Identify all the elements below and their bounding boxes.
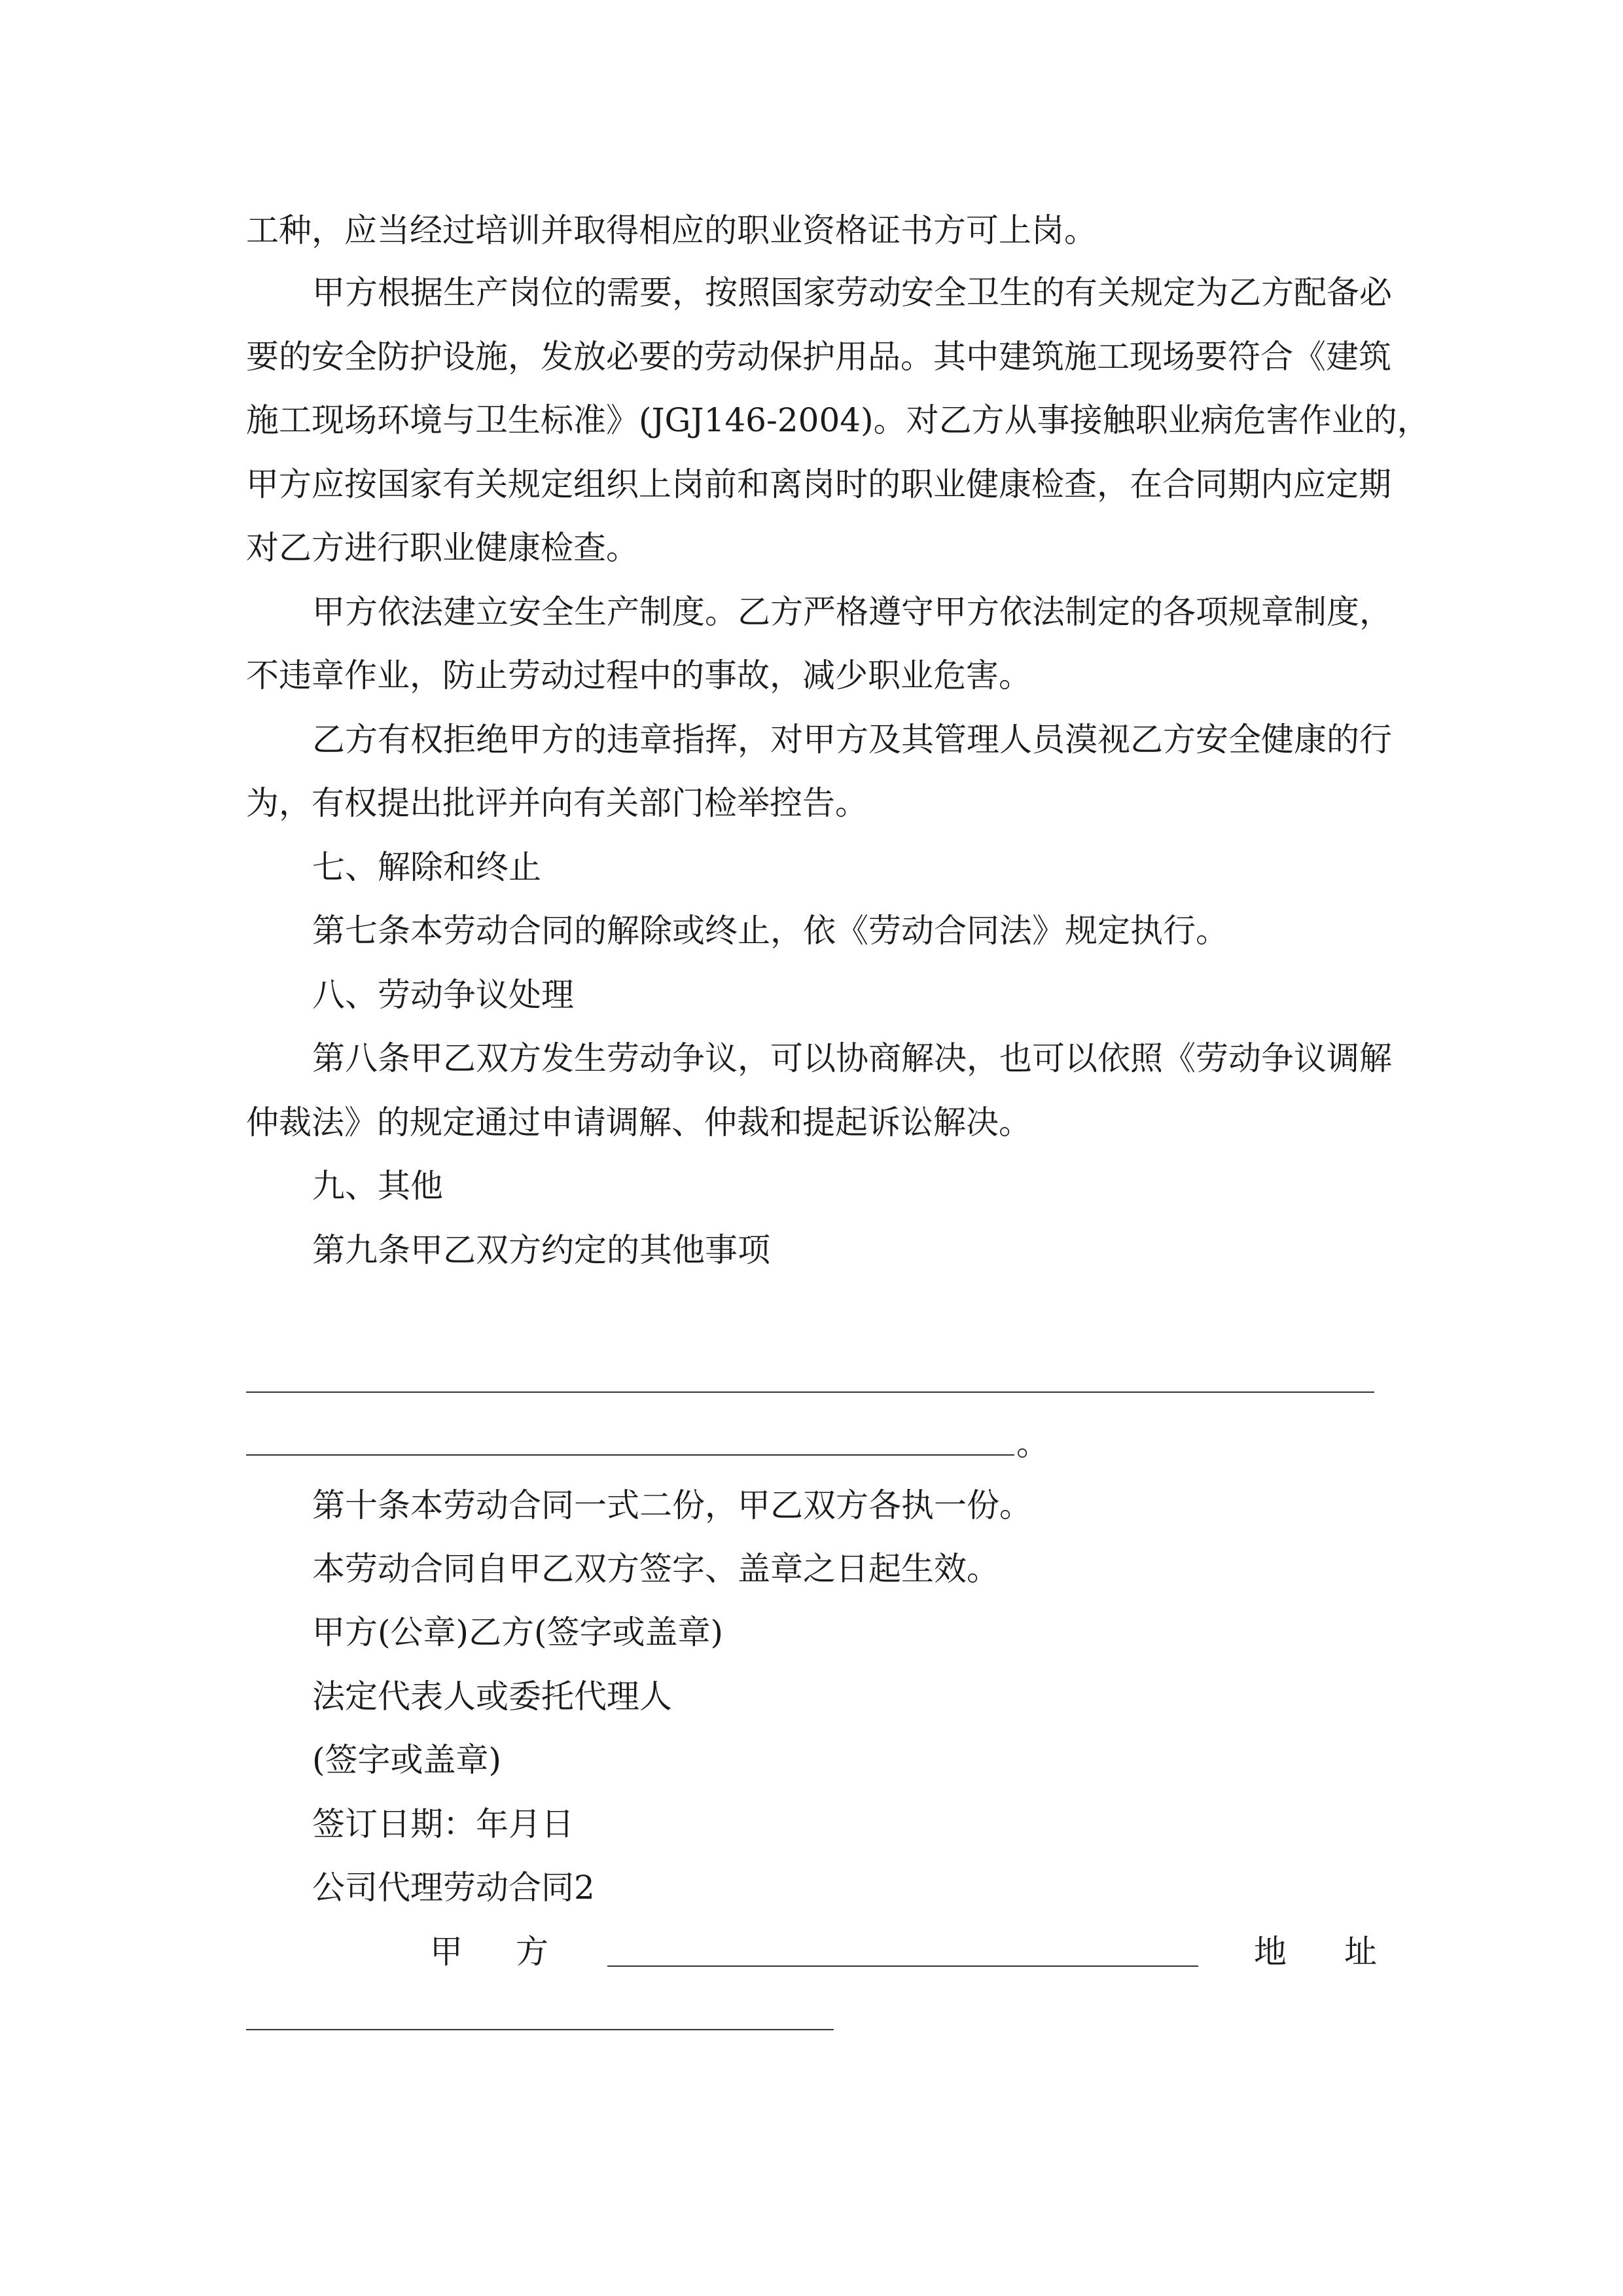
- text-line: 第八条甲乙双方发生劳动争议，可以协商解决，也可以依照《劳动争议调解: [312, 1039, 1392, 1077]
- text-line: 甲方依法建立安全生产制度。乙方严格遵守甲方依法制定的各项规章制度，: [312, 593, 1392, 631]
- text-line: 甲方应按国家有关规定组织上岗前和离岗时的职业健康检查，在合同期内应定期: [246, 465, 1391, 503]
- text-line: 工种，应当经过培训并取得相应的职业资格证书方可上岗。: [246, 211, 1097, 249]
- party-name-fill-line: [607, 1965, 1198, 1967]
- period-mark: 。: [1016, 1425, 1049, 1463]
- text-line: 不违章作业，防止劳动过程中的事故，减少职业危害。: [246, 656, 1031, 694]
- document-subtitle: 公司代理劳动合同2: [312, 1869, 595, 1907]
- text-line: (签字或盖章): [312, 1741, 502, 1779]
- text-line: 要的安全防护设施，发放必要的劳动保护用品。其中建筑施工现场要符合《建筑: [246, 338, 1391, 376]
- text-line: 为，有权提出批评并向有关部门检举控告。: [246, 784, 868, 822]
- section-heading: 八、劳动争议处理: [312, 976, 574, 1014]
- fill-in-line: [246, 1391, 1374, 1393]
- text-line: 甲方根据生产岗位的需要，按照国家劳动安全卫生的有关规定为乙方配备必: [312, 274, 1392, 312]
- text-line: 仲裁法》的规定通过申请调解、仲裁和提起诉讼解决。: [246, 1103, 1031, 1141]
- text-line: 第九条甲乙双方约定的其他事项: [312, 1231, 770, 1269]
- date-line: 签订日期：年月日: [312, 1805, 574, 1843]
- party-fang-label: 方: [516, 1933, 548, 1971]
- text-line: 施工现场环境与卫生标准》(JGJ146-2004)。对乙方从事接触职业病危害作业的，: [246, 401, 1430, 439]
- address-zhi-label: 址: [1344, 1933, 1377, 1971]
- text-line: 乙方有权拒绝甲方的违章指挥，对甲方及其管理人员漠视乙方安全健康的行: [312, 721, 1392, 759]
- text-line: 第十条本劳动合同一式二份，甲乙双方各执一份。: [312, 1486, 1032, 1524]
- address-fill-line: [246, 2029, 834, 2030]
- party-jia-label: 甲: [430, 1933, 463, 1971]
- text-line: 本劳动合同自甲乙双方签字、盖章之日起生效。: [312, 1550, 999, 1588]
- section-heading: 九、其他: [312, 1167, 443, 1205]
- section-heading: 七、解除和终止: [312, 848, 541, 886]
- fill-in-line: [246, 1454, 1014, 1456]
- text-line: 法定代表人或委托代理人: [312, 1677, 672, 1715]
- signature-line: 甲方(公章)乙方(签字或盖章): [312, 1613, 724, 1651]
- text-line: 第七条本劳动合同的解除或终止，依《劳动合同法》规定执行。: [312, 912, 1228, 950]
- text-line: 对乙方进行职业健康检查。: [246, 529, 639, 567]
- address-di-label: 地: [1254, 1933, 1287, 1971]
